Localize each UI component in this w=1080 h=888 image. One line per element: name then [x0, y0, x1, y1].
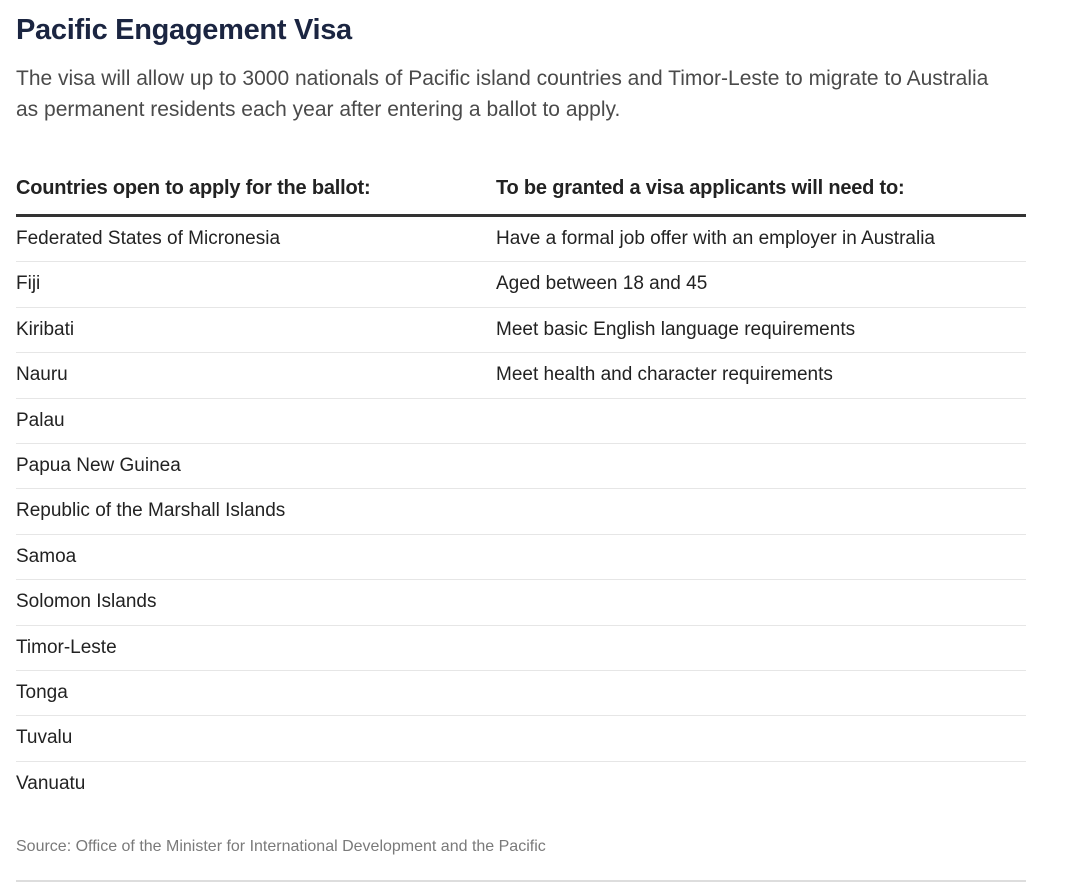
- country-cell: Papua New Guinea: [16, 454, 181, 476]
- table-body: [16, 217, 1026, 807]
- subtitle: The visa will allow up to 3000 nationals of Pacific island countries and Timor-Leste to migrate to Australia as permanent residents each year after entering a ballot to apply.: [16, 67, 989, 121]
- country-cell: Timor-Leste: [16, 636, 117, 658]
- table-row: [16, 671, 1026, 716]
- table-row: [16, 353, 1026, 398]
- table-row: [16, 626, 1026, 671]
- country-cell: Tonga: [16, 681, 68, 703]
- requirement-cell: [496, 626, 1026, 670]
- country-cell: Vanuatu: [16, 772, 86, 794]
- table-header: [16, 160, 1026, 217]
- bottom-divider: [16, 880, 1026, 882]
- requirement-cell: [496, 762, 1026, 807]
- country-cell: Nauru: [16, 364, 68, 386]
- column-header-requirements: To be granted a visa applicants will need to:: [496, 177, 905, 199]
- country-cell: Fiji: [16, 273, 41, 295]
- table-row: [16, 580, 1026, 625]
- requirement-cell: [496, 535, 1026, 579]
- requirement-cell: Meet basic English language requirements: [496, 318, 856, 340]
- country-cell: Kiribati: [16, 318, 75, 340]
- country-cell: Tuvalu: [16, 727, 73, 749]
- requirement-cell: [496, 580, 1026, 624]
- requirement-cell: Aged between 18 and 45: [496, 273, 708, 295]
- table-row: [16, 444, 1026, 489]
- visa-table: [16, 160, 1026, 807]
- table-row: [16, 262, 1026, 307]
- requirement-cell: [496, 489, 1026, 533]
- table-row: [16, 399, 1026, 444]
- table-row: [16, 217, 1026, 262]
- table-row: [16, 308, 1026, 353]
- table-row: [16, 762, 1026, 807]
- requirement-cell: [496, 716, 1026, 760]
- page-title: Pacific Engagement Visa: [16, 14, 352, 46]
- table-row: [16, 489, 1026, 534]
- country-cell: Samoa: [16, 545, 77, 567]
- requirement-cell: Have a formal job offer with an employer in Australia: [496, 228, 935, 249]
- country-cell: Solomon Islands: [16, 591, 157, 613]
- country-cell: Republic of the Marshall Islands: [16, 500, 286, 522]
- country-cell: Federated States of Micronesia: [16, 228, 281, 249]
- requirement-cell: [496, 671, 1026, 715]
- country-cell: Palau: [16, 409, 65, 431]
- requirement-cell: [496, 399, 1026, 443]
- column-header-countries: Countries open to apply for the ballot:: [16, 177, 371, 199]
- requirement-cell: Meet health and character requirements: [496, 364, 833, 386]
- table-row: [16, 535, 1026, 580]
- requirement-cell: [496, 444, 1026, 488]
- source-note: Source: Office of the Minister for International Development and the Pacific: [16, 838, 546, 855]
- table-row: [16, 716, 1026, 761]
